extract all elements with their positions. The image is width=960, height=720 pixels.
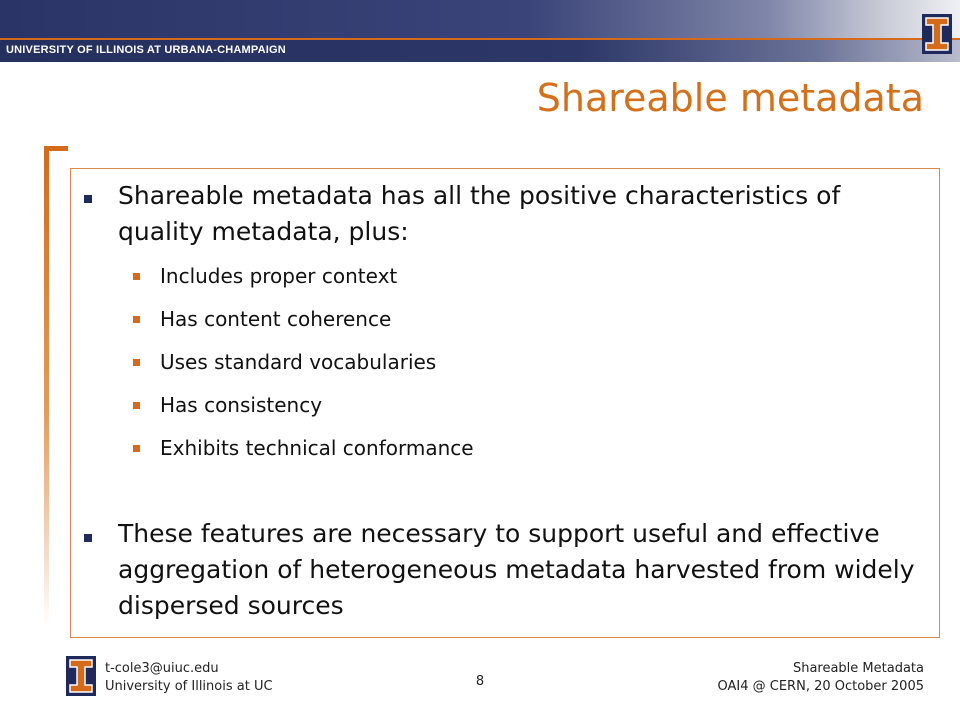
illinois-block-i-icon: [922, 14, 952, 54]
accent-top-tick: [44, 146, 68, 151]
header-band: [0, 0, 960, 62]
sub-bullet-marker: [133, 316, 140, 323]
bullet-text: Shareable metadata has all the positive characteristics of quality metadata, plus:: [118, 181, 841, 246]
bullet-marker: [84, 534, 92, 542]
sub-bullet-text: Exhibits technical conformance: [160, 436, 474, 460]
footer-presentation-title: Shareable Metadata: [792, 661, 924, 676]
sub-bullet-text: Has content coherence: [160, 307, 392, 331]
footer-email: t-cole3@uiuc.edu: [105, 661, 219, 676]
sub-bullet-marker: [133, 445, 140, 452]
page-number: 8: [475, 674, 485, 689]
sub-bullet-marker: [133, 359, 140, 366]
slide-title: Shareable metadata: [536, 76, 924, 120]
sub-bullet-text: Has consistency: [160, 393, 323, 417]
bullet-text: These features are necessary to support useful and effective aggregation of heterogeneous metadata harvested from widely dispersed sources: [118, 519, 915, 620]
header-top-gradient: [0, 0, 960, 38]
footer-event: OAI4 @ CERN, 20 October 2005: [717, 679, 924, 694]
footer-affiliation: University of Illinois at UC: [105, 679, 273, 694]
institution-name: UNIVERSITY OF ILLINOIS AT URBANA-CHAMPAIGN: [6, 44, 286, 56]
sub-bullet-marker: [133, 402, 140, 409]
bullet-marker: [84, 195, 92, 203]
footer-presentation: [718, 660, 925, 696]
sub-bullet-text: Uses standard vocabularies: [160, 350, 437, 374]
accent-left-bar: [44, 146, 49, 626]
sub-bullet-text: Includes proper context: [160, 264, 398, 288]
sub-bullet-marker: [133, 273, 140, 280]
